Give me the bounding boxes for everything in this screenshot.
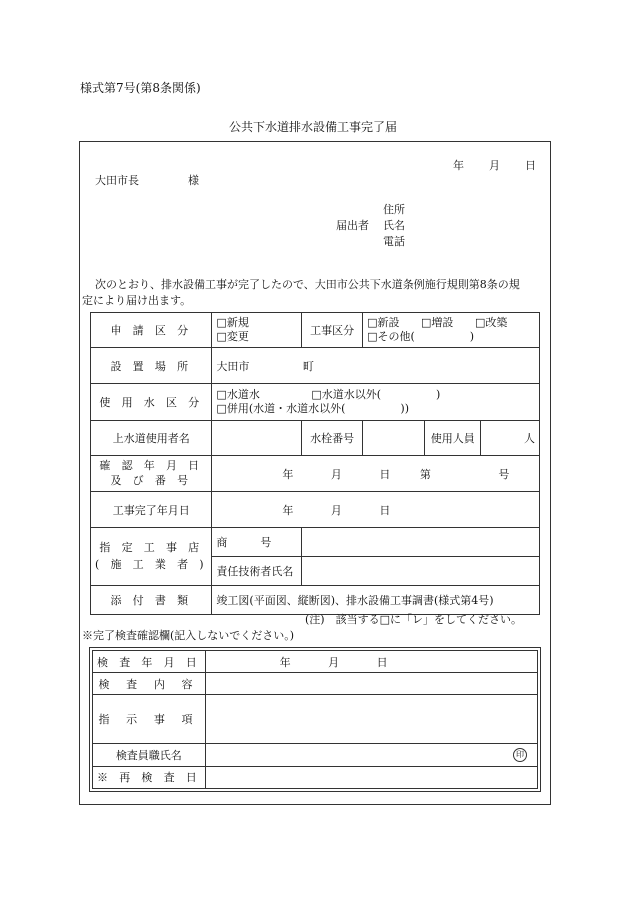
applicant-address-label: 住所: [383, 203, 405, 216]
confirm-no: 第: [419, 467, 431, 481]
confirm-label-line2: 及 び 番 号: [110, 473, 192, 487]
attachments-value: 竣工図(平面図、縦断図)、排水設備工事調書(様式第4号): [212, 586, 540, 615]
water-user-field[interactable]: [212, 421, 302, 456]
date-month: 月: [489, 159, 500, 172]
inspection-day: 日: [376, 655, 388, 669]
confirm-label-line1: 確 認 年 月 日: [99, 459, 204, 473]
main-table: [90, 312, 540, 615]
location-label: 設 置 場 所: [91, 348, 212, 384]
contractor-label-line2: ( 施 工 業 者 ): [95, 557, 208, 571]
confirm-day: 日: [379, 467, 391, 481]
statement-line-2: 定により届け出ます。: [82, 294, 192, 307]
attachments-label: 添 付 書 類: [91, 586, 212, 615]
inspection-heading: ※完了検査確認欄(記入しないでください。): [82, 629, 295, 642]
completion-label: 工事完了年月日: [91, 492, 212, 528]
engineer-label: 責任技術者氏名: [212, 557, 302, 586]
trade-name-field[interactable]: [302, 528, 540, 557]
work-type-other-checkbox[interactable]: □その他( ): [367, 330, 475, 343]
date-year: 年: [453, 159, 464, 172]
form-number: 様式第7号(第8条関係): [80, 81, 201, 95]
inspection-year: 年: [279, 655, 291, 669]
instruction-label: 指 示 事 項: [93, 695, 206, 743]
completion-year: 年: [282, 503, 294, 517]
addressee-honorific: 様: [188, 174, 199, 187]
note: (注) 該当する□に「レ」をしてください。: [305, 613, 522, 626]
inspection-content-label: 検 査 内 容: [93, 673, 206, 695]
applicant-phone-label: 電話: [383, 235, 405, 248]
addressee-name: 大田市長: [95, 174, 139, 187]
water-type-tap-checkbox[interactable]: □水道水: [216, 387, 260, 401]
completion-field[interactable]: [212, 492, 540, 528]
work-type-label: 工事区分: [302, 313, 363, 348]
form-title: 公共下水道排水設備工事完了届: [229, 120, 398, 134]
inspection-content-field[interactable]: [205, 673, 537, 695]
date-day: 日: [525, 159, 536, 172]
inspector-field[interactable]: [205, 743, 537, 766]
users-field[interactable]: [481, 421, 540, 456]
water-type-non-tap-checkbox[interactable]: □水道水以外( ): [311, 387, 441, 401]
inspection-month: 月: [328, 655, 340, 669]
tap-number-label: 水栓番号: [302, 421, 363, 456]
inspection-table: [92, 650, 538, 789]
confirm-field[interactable]: [212, 456, 540, 492]
water-type-label: 使 用 水 区 分: [91, 384, 212, 421]
reinspect-field[interactable]: [205, 766, 537, 788]
completion-month: 月: [330, 503, 342, 517]
work-type-new-checkbox[interactable]: □新設: [367, 315, 400, 329]
location-city: 大田市: [216, 359, 250, 373]
location-town: 町: [302, 359, 314, 373]
inspection-date-field[interactable]: [205, 651, 537, 673]
confirm-go: 号: [498, 467, 510, 481]
contractor-label-line1: 指 定 工 事 店: [99, 541, 204, 554]
reinspect-label: ※ 再 検 査 日: [93, 766, 206, 788]
work-type-renovation-checkbox[interactable]: □改築: [474, 315, 508, 329]
users-label: 使用人員: [425, 421, 481, 456]
confirm-month: 月: [330, 467, 342, 481]
inspector-label: 検査員職氏名: [93, 743, 206, 766]
applicant-label: 届出者: [336, 219, 369, 232]
trade-name-label: 商 号: [212, 528, 302, 557]
statement-line-1: 次のとおり、排水設備工事が完了したので、大田市公共下水道条例施行規則第8条の規: [95, 278, 520, 291]
engineer-field[interactable]: [302, 557, 540, 586]
application-type-change-checkbox[interactable]: □変更: [216, 330, 249, 343]
confirm-year: 年: [282, 467, 294, 481]
inspection-date-label: 検 査 年 月 日: [93, 651, 206, 673]
completion-day: 日: [379, 503, 391, 517]
seal-mark: 印: [513, 748, 527, 762]
application-type-label: 申 請 区 分: [91, 313, 212, 348]
work-type-extension-checkbox[interactable]: □増設: [421, 315, 454, 329]
tap-number-field[interactable]: [363, 421, 425, 456]
users-unit: 人: [524, 432, 535, 445]
water-user-label: 上水道使用者名: [91, 421, 212, 456]
application-type-new-checkbox[interactable]: □新規: [216, 315, 249, 329]
inspection-box: [89, 647, 541, 792]
instruction-field[interactable]: [205, 695, 537, 743]
applicant-name-label: 氏名: [383, 219, 405, 232]
water-type-combined-checkbox[interactable]: □併用(水道・水道水以外( )): [216, 402, 409, 415]
